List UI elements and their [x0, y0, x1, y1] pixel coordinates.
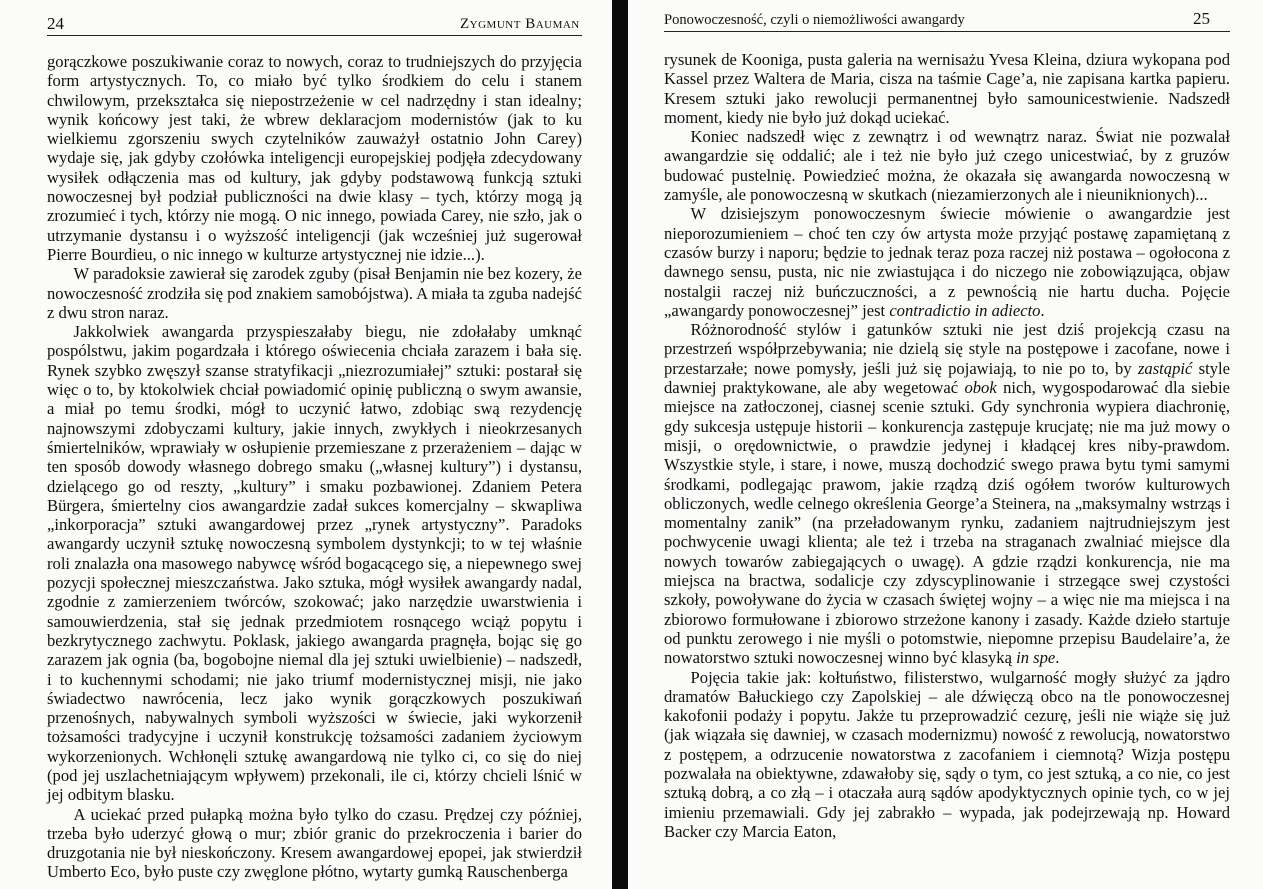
running-head: Zygmunt Bauman [460, 16, 580, 32]
italic-phrase: in spe [1016, 648, 1056, 668]
text-run: W dzisiejszym ponowoczesnym świecie mówienie o awangardzie jest nieporozumieniem – choć ten czy ów artysta może przyjąć postawę zapamiętaną z czasów burzy i naporu; będzie to jednak teraz poza raczej niż postawa – ogołocona z dawnego sensu, pusta, nic nie zwiastująca i do niczego nie zobowiązująca, objaw nostalgii raczej niż buńczuczności, a z pewnością nie hartu ducha. Pojęcie „awangardy ponowoczesnej” jest [664, 204, 1230, 320]
paragraph [664, 204, 1230, 320]
text-run: . [1040, 300, 1045, 320]
italic-phrase: zastąpić [1137, 358, 1193, 378]
paragraph: Jakkolwiek awangarda przyspieszałaby biegu, nie zdołałaby umknąć pospólstwu, jakim pogardzała i którego oświecenia chciała zarazem i bała się. Rynek szybko zwęszył szanse stratyfikacji „niezrozumiałej” sztuki: postarał się więc o to, by ktokolwiek chciał powiadomić opinię publiczną o swym awansie, a miał po temu środki, mógł to uczynić łatwo, zdobiąc swą rezydencję najnowszymi zdobyczami kultury, jakie innych, zwykłych i nieokrzesanych śmiertelników, wprawiały w osłupienie przemieszane z przerażeniem – dając w ten sposób dowody własnego dobrego smaku („własnej kultury”) i dystansu, dzielącego go od reszty, „kultury” i smaku pozbawionej. Zdaniem Petera Bürgera, śmiertelny cios awangardzie zadał sukces komercjalny – skwapliwa „inkorporacja” sztuki awangardowej przez „rynek artystyczny”. Paradoks awangardy uczynił sztukę nowoczesną symbolem dystynkcji; to w tej właśnie roli znalazła ona masowego nabywcę wśród bogacącego się, a niepewnego swej pozycji społecznej mieszczaństwa. Jako sztuka, mógł wysiłek awangardy nadal, zgodnie z zamierzeniem twórców, szokować; jako narzędzie uwarstwienia i samouwierdzenia, stał się jednak przedmiotem rosnącego wciąż popytu i bezkrytycznego zachwytu. Poklask, jakiego awangarda pragnęła, bojąc się go zarazem jak ognia (ba, bogobojne niemal dla jej sztuki uwielbienie) – nadszedł, i to kuchennymi schodami; nie jako triumf modernistycznej misji, nie jako świadectwo nawrócenia, lecz jako wynik gorączkowych poszukiwań przenośnych, nabywalnych symboli wyższości w świecie, jaki wykorzenił tożsamości tradycyjne i uczynił konstrukcję tożsamości zadaniem życiowym wykorzenionych. Wchłonęli sztukę awangardową nie tylko ci, co się do niej (pod jej uszlachetniającym wpływem) przekonali, ile ci, którzy chcieli lśnić w jej odbitym blasku. [47, 322, 582, 805]
page-number: 24 [47, 14, 64, 33]
paragraph: W paradoksie zawierał się zarodek zguby (pisał Benjamin nie bez kozery, że nowoczesność zrodziła się pod znakiem samobójstwa). A miała ta zguba nadejść z dwu stron naraz. [47, 264, 582, 322]
italic-phrase: contradictio in adiecto [889, 300, 1041, 320]
italic-phrase: obok [964, 378, 997, 398]
paragraph: Koniec nadszedł więc z zewnątrz i od wewnątrz naraz. Świat nie pozwalał awangardzie się oddalić; ale i też nie było już czego unicestwiać, by z gruzów budować pustelnię. Powiedzieć można, że okazała się awangarda nowoczesną w zamyśle, ale ponowoczesną w skutkach (niezamierzonych ale i nieuniknionych)... [664, 127, 1230, 205]
text-run: Różnorodność stylów i gatunków sztuki nie jest dziś projekcją czasu na przestrzeń współprzebywania; nie dzielą się style na postępowe i zacofane, nowe i przestarzałe; nowe pomysły, jeśli już się pojawiają, to nie po to, by [664, 320, 1230, 378]
paragraph: gorączkowe poszukiwanie coraz to nowych, coraz to trudniejszych do przyjęcia form artystycznych. To, co miało być tylko środkiem do celu i stanem chwilowym, przekształca się niepostrzeżenie w cel nadrzędny i stan idealny; wynik końcowy jest taki, że wbrew deklaracjom modernistów (jak to ku wielkiemu zgorszeniu swych czytelników zauważył ostatnio John Carey) wydaje się, jak gdyby czołówka inteligencji europejskiej podjęła zdecydowany wysiłek odłączenia mas od kultury, jak gdyby podstawową funkcją sztuki nowoczesnej był podział publiczności na dwie klasy – tych, którzy mogą ją zrozumieć i tych, którzy nie mogą. O nic innego, powiada Carey, nie szło, jak o utrzymanie dystansu i o wyższość inteligencji (jak wcześniej już sugerował Pierre Bourdieu, o nic innego w kulturze artystycznej nie idzie...). [47, 52, 582, 264]
header-rule [664, 31, 1230, 32]
text-run: . [1055, 648, 1060, 668]
left-page [0, 0, 612, 889]
running-head: Ponowoczesność, czyli o niemożliwości awangardy [664, 12, 965, 28]
text-run: nich, wygospodarować dla siebie miejsce na zatłoczonej, ciasnej scenie sztuki. Gdy synchronia wypiera diachronię, gdy sukcesja ustępuje historii – konkurencja zastępuje krucjatę; nie ma już mowy o misji, o orędownictwie, o prawdzie jedynej i kładącej kres niby-prawdom. Wszystkie style, i stare, i nowe, muszą dochodzić swego prawa bytu tymi samymi środkami, podlegając prawom, jakie rządzą dziś ogółem tworów kulturowych obliczonych, wedle celnego określenia George’a Steinera, na „maksymalny wstrząs i momentalny zanik” (na przeładowanym rynku, zadaniem najtrudniejszym jest pochwycenie uwagi klienta; ale też i trzeba na straganach zwalniać miejsce dla nowych towarów zabiegających o uwagę). A gdzie rządzi konkurencja, nie ma miejsca na bractwa, sodalicje czy zdyscyplinowanie i strzegące swej czystości szkoły, powoływane do życia w czasach świętej wojny – a więc nie ma miejsca i na zbiorowo formułowane i zbiorowo strzeżone kanony i zasady. Każde dzieło startuje od punktu zerowego i nie myśli o potomstwie, niepomne przepisu Baudelaire’a, że nowatorstwo sztuki nowoczesnej winno być klasyką [664, 378, 1231, 668]
body-text [664, 50, 1230, 841]
body-text [47, 52, 582, 882]
paragraph: A uciekać przed pułapką można było tylko do czasu. Prędzej czy później, trzeba było uderzyć głową o mur; zbiór granic do przekroczenia i barier do druzgotania nie był nieskończony. Kresem awangardowej epopei, jak stwierdził Umberto Eco, było puste czy zwęglone płótno, wytarty gumką Rauschenberga [47, 804, 582, 882]
book-gutter [612, 0, 628, 889]
text-run: style dawniej praktykowane, ale aby wegetować [664, 358, 1230, 398]
header-rule [47, 35, 582, 36]
paragraph: Pojęcia takie jak: kołtuństwo, filisterstwo, wulgarność mogły służyć za jądro dramatów Bałuckiego czy Zapolskiej – ale dźwięczą obco na tle ponowoczesnej kakofonii podaży i popytu. Jakże tu przeprowadzić cezurę, jeśli nie wiąże się już (jak wiązała się dawniej, w czasach modernizmu) nowość z rewolucją, nowatorstwo z postępem, a odrzucenie nowatorstwa z zacofaniem i ciemnotą? Wizja postępu pozwalała na obiektywne, zdawałoby się, sądy o tym, co jest sztuką, a co nie, co jest sztuką dobrą, a co złą – i otaczała aurą sądów apodyktycznych opinie tych, co w jej imieniu przemawiali. Gdy jej zabrakło – wypada, jak podejrzewają np. Howard Backer czy Marcia Eaton, [664, 667, 1230, 841]
paragraph: rysunek de Kooniga, pusta galeria na wernisażu Yvesa Kleina, dziura wykopana pod Kassel przez Waltera de Maria, cisza na taśmie Cage’a, nie zapisana kartka papieru. Kresem sztuki jako rewolucji permanentnej było samounicestwienie. Nadszedł moment, kiedy nie było już dokąd uciekać. [664, 50, 1230, 127]
right-page [628, 0, 1263, 889]
paragraph [664, 320, 1230, 667]
page-number: 25 [1193, 9, 1210, 28]
